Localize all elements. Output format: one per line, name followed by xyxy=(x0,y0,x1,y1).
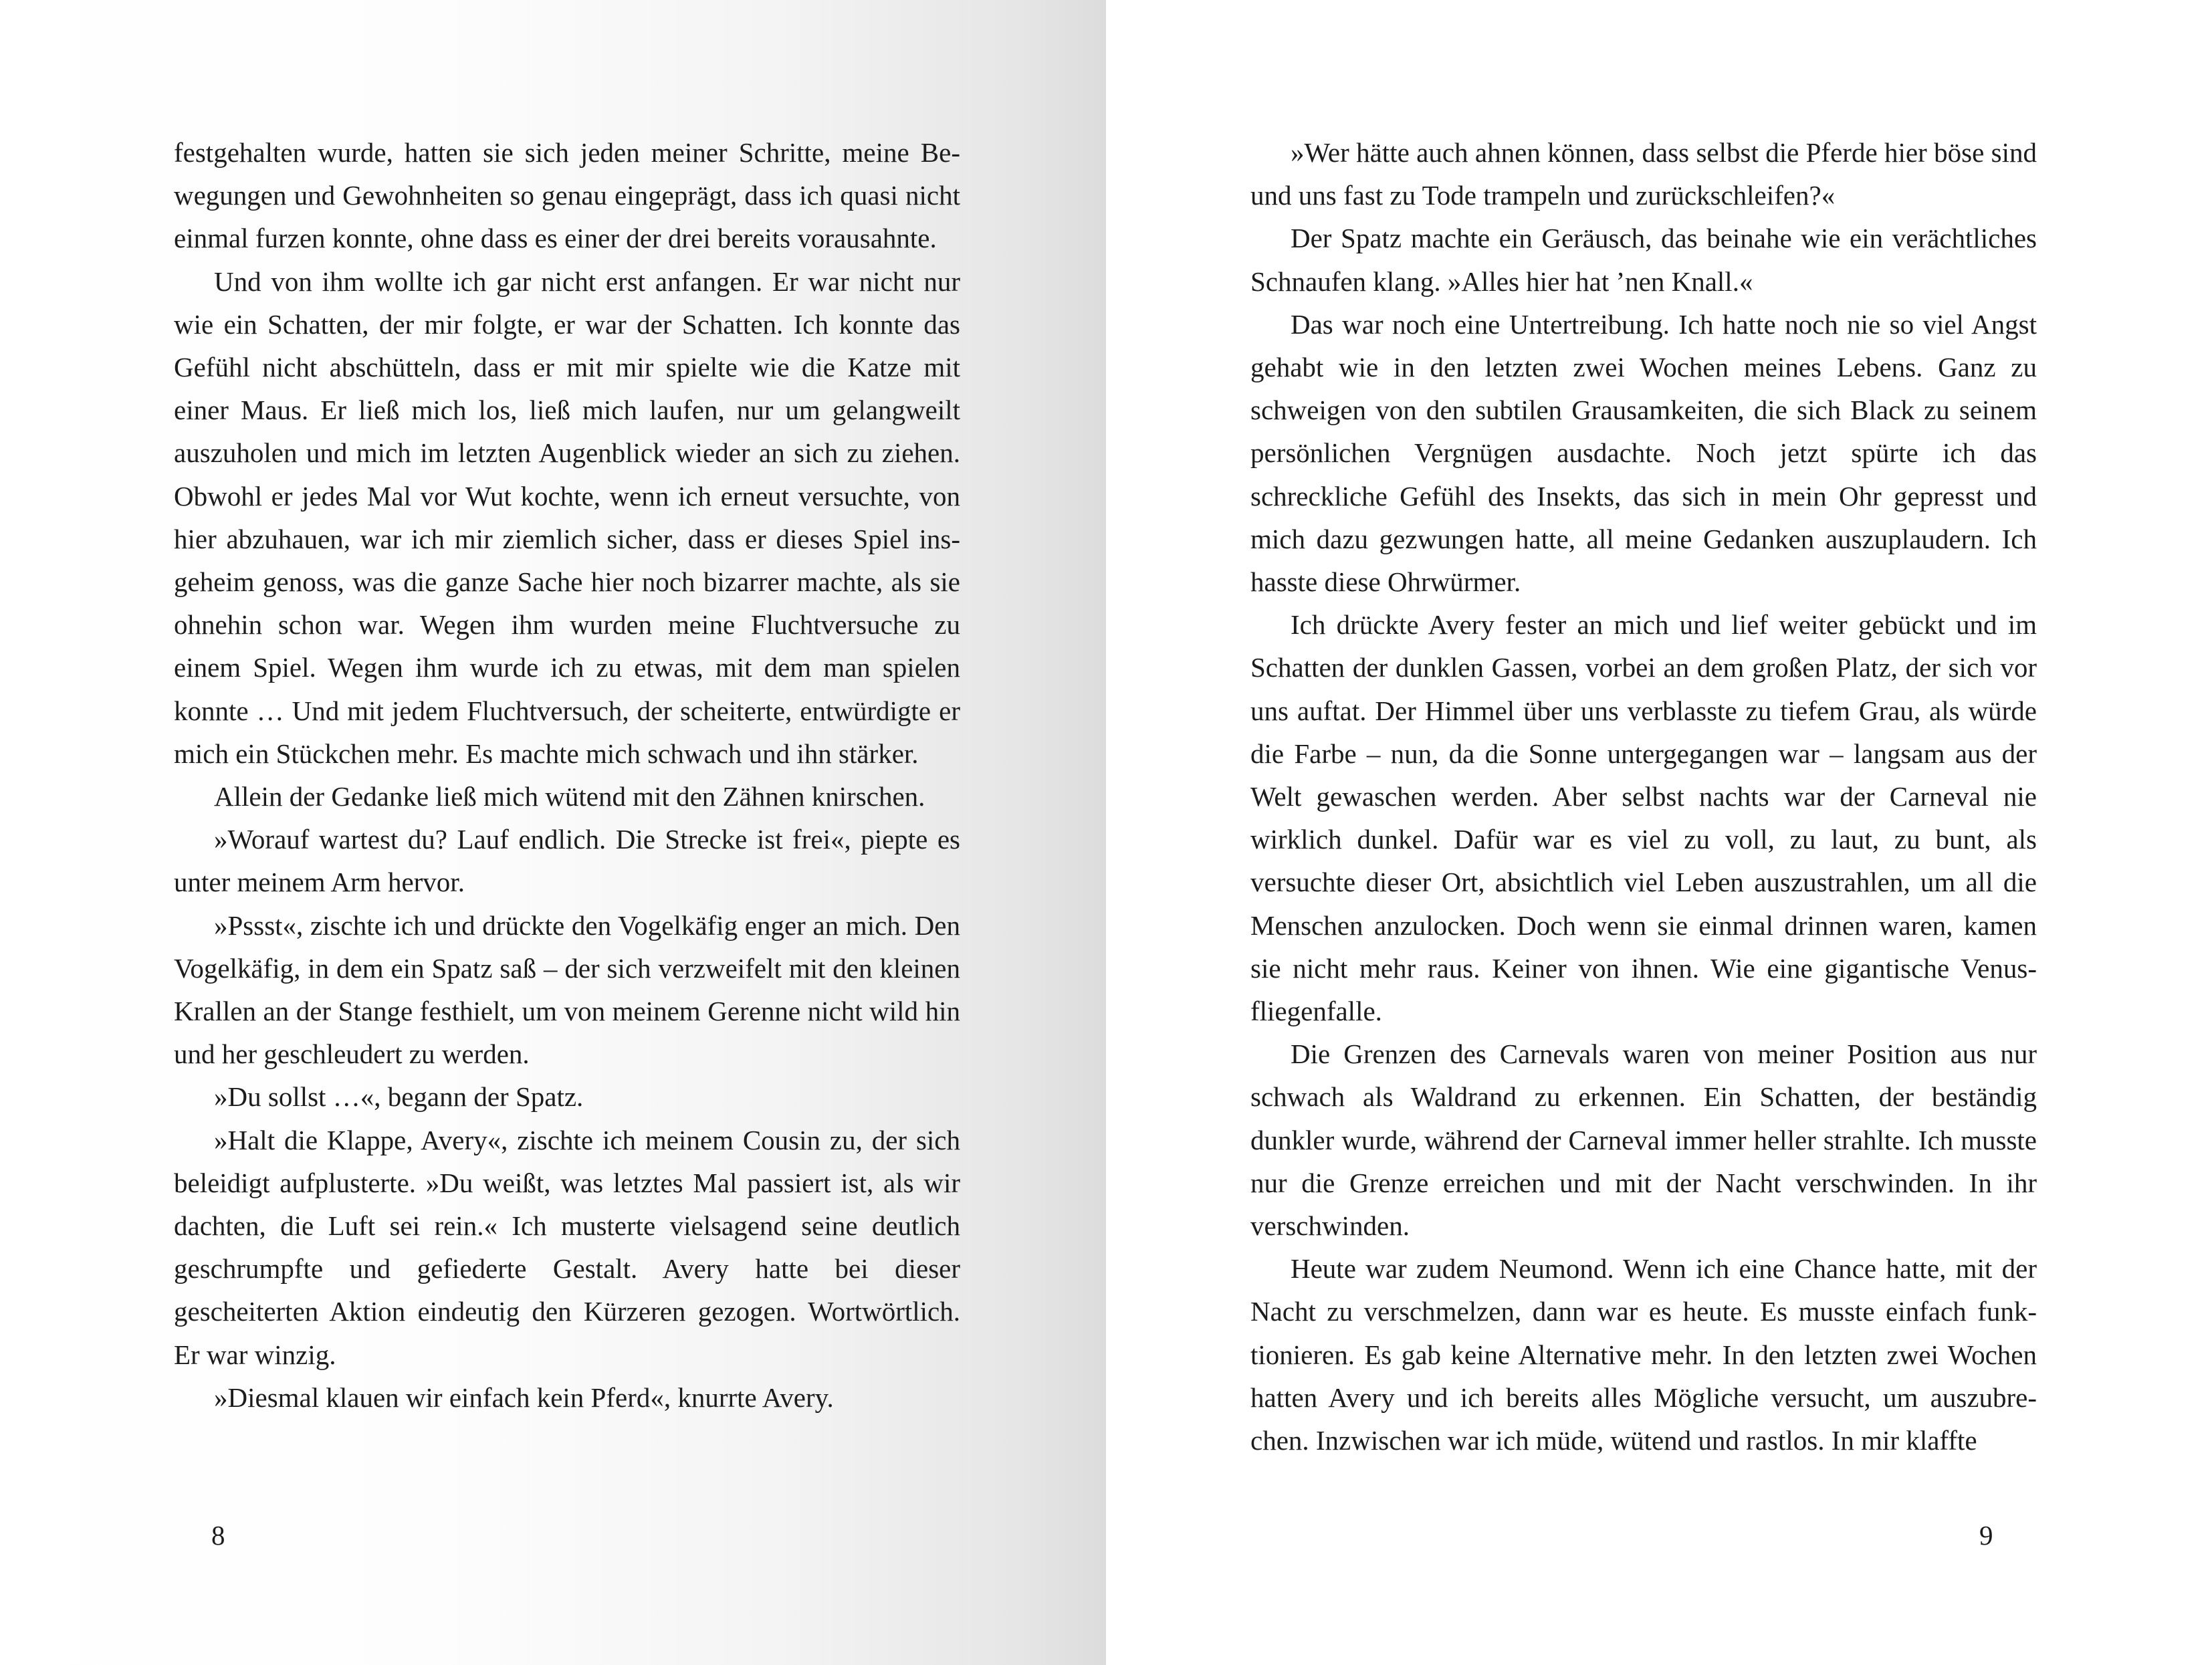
paragraph: Der Spatz machte ein Geräusch, das beinahe wie ein verächtliches Schnaufen klang. »Alles hier hat ’nen Knall.« xyxy=(1250,223,2037,297)
paragraph: »Du sollst …«, begann der Spatz. xyxy=(214,1081,584,1113)
paragraph: »Halt die Klappe, Avery«, zischte ich meinem Cousin zu, der sich beleidigt aufplusterte. »Du weißt, was letztes Mal passiert ist, als wir dachten, die Luft sei rein.« Ich musterte vielsagend seine deutlich geschrumpfte und gefiederte Gestalt. Avery hatte bei dieser gescheiterten Aktion eindeutig den Kürzeren gezogen. Wortwörtlich. Er war winzig. xyxy=(174,1124,960,1370)
paragraph: festgehalten wurde, hatten sie sich jeden meiner Schritte, meine Bewegungen und Gewohnheiten so genau eingeprägt, dass ich quasi nicht einmal furzen konnte, ohne dass es einer der drei bereits vorausahnte. xyxy=(174,137,960,254)
right-page xyxy=(1106,0,2212,1665)
paragraph: »Diesmal klauen wir einfach kein Pferd«, knurrte Avery. xyxy=(214,1381,834,1413)
paragraph: Die Grenzen des Carnevals waren von meiner Position aus nur schwach als Waldrand zu erkennen. Ein Schatten, der beständig dunkler wurde, während der Carneval immer heller strahlte. Ich musste nur die Grenze erreichen und mit der Nacht verschwinden. In ihr verschwinden. xyxy=(1250,1038,2037,1242)
page-number-left: 8 xyxy=(211,1520,225,1551)
paragraph: Und von ihm wollte ich gar nicht erst anfangen. Er war nicht nur wie ein Schatten, der mir folgte, er war der Schatten. Ich konnte das Gefühl nicht abschütteln, dass er mit mir spielte wie die Katze mit einer Maus. Er ließ mich los, ließ mich laufen, nur um gelangweilt auszuholen und mich im letzten Augenblick wieder an sich zu ziehen. Obwohl er jedes Mal vor Wut kochte, wenn ich erneut versuchte, von hier abzuhauen, war ich mir ziemlich sicher, dass er dieses Spiel insgeheim genoss, was die ganze Sache hier noch bizarrer machte, als sie ohnehin schon war. Wegen ihm wurden meine Fluchtversuche zu einem Spiel. Wegen ihm wurde ich zu etwas, mit dem man spielen konnte … Und mit jedem Fluchtversuch, der scheiterte, entwürdigte er mich ein Stückchen mehr. Es machte mich schwach und ihn stärker. xyxy=(174,265,960,769)
paragraph: »Worauf wartest du? Lauf endlich. Die Strecke ist frei«, piepte es unter meinem Arm hervor. xyxy=(174,824,960,898)
left-page-text xyxy=(174,131,960,1419)
paragraph: »Wer hätte auch ahnen können, dass selbst die Pferde hier böse sind und uns fast zu Tode trampeln und zurückschleifen?« xyxy=(1250,137,2037,211)
page-number-right: 9 xyxy=(1979,1520,1993,1551)
right-page-text xyxy=(1250,131,2037,1462)
paragraph: Das war noch eine Untertreibung. Ich hatte noch nie so viel Angst gehabt wie in den letzten zwei Wochen meines Lebens. Ganz zu schweigen von den subtilen Grausamkeiten, die sich Black zu seinem persönlichen Vergnügen ausdachte. Noch jetzt spürte ich das schreckliche Gefühl des Insekts, das sich in mein Ohr gepresst und mich dazu gezwungen hatte, all meine Gedanken auszuplaudern. Ich hasste diese Ohrwürmer. xyxy=(1250,308,2037,598)
paragraph: Heute war zudem Neumond. Wenn ich eine Chance hatte, mit der Nacht zu verschmelzen, dann war es heute. Es musste einfach funktionieren. Es gab keine Alternative mehr. In den letzten zwei Wochen hatten Avery und ich bereits alles Mögliche versucht, um auszubrechen. Inzwischen war ich müde, wütend und rastlos. In mir klaffte xyxy=(1250,1253,2037,1456)
paragraph: »Pssst«, zischte ich und drückte den Vogelkäfig enger an mich. Den Vogelkäfig, in dem ein Spatz saß – der sich verzweifelt mit den kleinen Krallen an der Stange festhielt, um von meinem Gerenne nicht wild hin und her geschleudert zu werden. xyxy=(174,909,960,1070)
paragraph: Ich drückte Avery fester an mich und lief weiter gebückt und im Schatten der dunklen Gassen, vorbei an dem großen Platz, der sich vor uns auftat. Der Himmel über uns verblasste zu tiefem Grau, als würde die Farbe – nun, da die Sonne untergegangen war – langsam aus der Welt gewaschen werden. Aber selbst nachts war der Carneval nie wirklich dunkel. Dafür war es viel zu voll, zu laut, zu bunt, als versuchte dieser Ort, absichtlich viel Leben auszustrahlen, um all die Menschen anzulocken. Doch wenn sie einmal drinnen waren, kamen sie nicht mehr raus. Keiner von ihnen. Wie eine gigantische Venusfliegenfalle. xyxy=(1250,609,2037,1027)
paragraph: Allein der Gedanke ließ mich wütend mit den Zähnen knirschen. xyxy=(214,781,925,812)
